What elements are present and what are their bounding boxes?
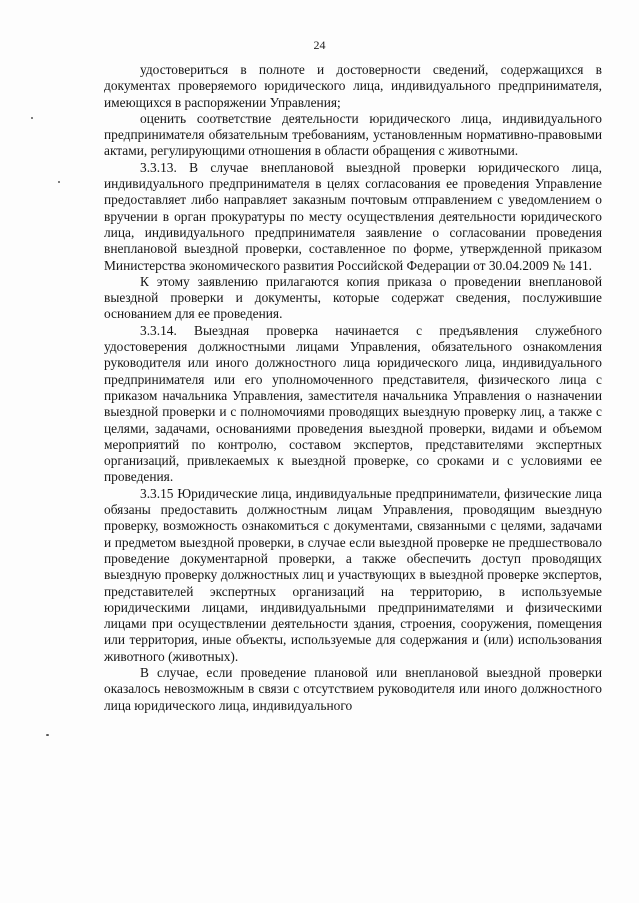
scan-speck — [46, 734, 49, 736]
scan-speck — [31, 117, 33, 119]
paragraph-verify-completeness: удостовериться в полноте и достоверности сведений, содержащихся в документах проверяемого юридического лица, индивидуального предпринимателя, имеющихся в распоряжении Управления; — [104, 62, 602, 110]
body-text — [104, 62, 602, 714]
paragraph-3-3-15: 3.3.15 Юридические лица, индивидуальные предприниматели, физические лица обязаны предоставить должностным лицам Управления, проводящим выездную проверку, возможность ознакомиться с документами, связанными с целями, задачами и предметом выездной проверки, в случае если выездной проверке не предшествовало проведение документарной проверки, а также обеспечить доступ проводящих выездную проверку должностных лиц и участвующих в выездной проверке экспертов, представителей экспертных организаций на территорию, в используемые юридическими лицами, индивидуальными предпринимателями и физическими лицами при осуществлении деятельности здания, строения, сооружения, помещения или территория, иные объекты, используемые для содержания и (или) использования животного (животных). — [104, 485, 602, 664]
paragraph-3-3-14: 3.3.14. Выездная проверка начинается с предъявления служебного удостоверения должностными лицами Управления, обязательного ознакомления руководителя или иного должностного лица юридического лица, индивидуального предпринимателя или его уполномоченного представителя, физического лица с приказом начальника Управления, заместителя начальника Управления о назначении выездной проверки и с полномочиями проводящих выездную проверку лиц, а также с целями, задачами, основаниями проведения выездной проверки, видами и объемом мероприятий по контролю, составом экспертов, представителями экспертных организаций, привлекаемых к выездной проверке, со сроками и с условиями ее проведения. — [104, 322, 602, 485]
paragraph-evaluate-compliance: оценить соответствие деятельности юридического лица, индивидуального предпринимателя обязательным требованиям, установленным нормативно-правовыми актами, регулирующими отношения в области обращения с животными. — [104, 110, 602, 159]
page-number: 24 — [313, 38, 326, 52]
scan-speck — [58, 181, 60, 183]
paragraph-attachment: К этому заявлению прилагаются копия приказа о проведении внеплановой выездной проверки и документы, которые содержат сведения, послужившие основанием для ее проведения. — [104, 273, 602, 322]
paragraph-3-3-13: 3.3.13. В случае внеплановой выездной проверки юридического лица, индивидуального предпринимателя в целях согласования ее проведения Управление предоставляет либо направляет заказным почтовым отправлением с уведомлением о вручении в орган прокуратуры по месту осуществления деятельности юридического лица, индивидуального предпринимателя заявление о согласовании проведения внеплановой выездной проверки, составленное по форме, утвержденной приказом Министерства экономического развития Российской Федерации от 30.04.2009 № 141. — [104, 159, 602, 273]
paragraph-inspection-impossible: В случае, если проведение плановой или внеплановой выездной проверки оказалось невозможным в связи с отсутствием руководителя или иного должностного лица юридического лица, индивидуального — [104, 664, 602, 713]
